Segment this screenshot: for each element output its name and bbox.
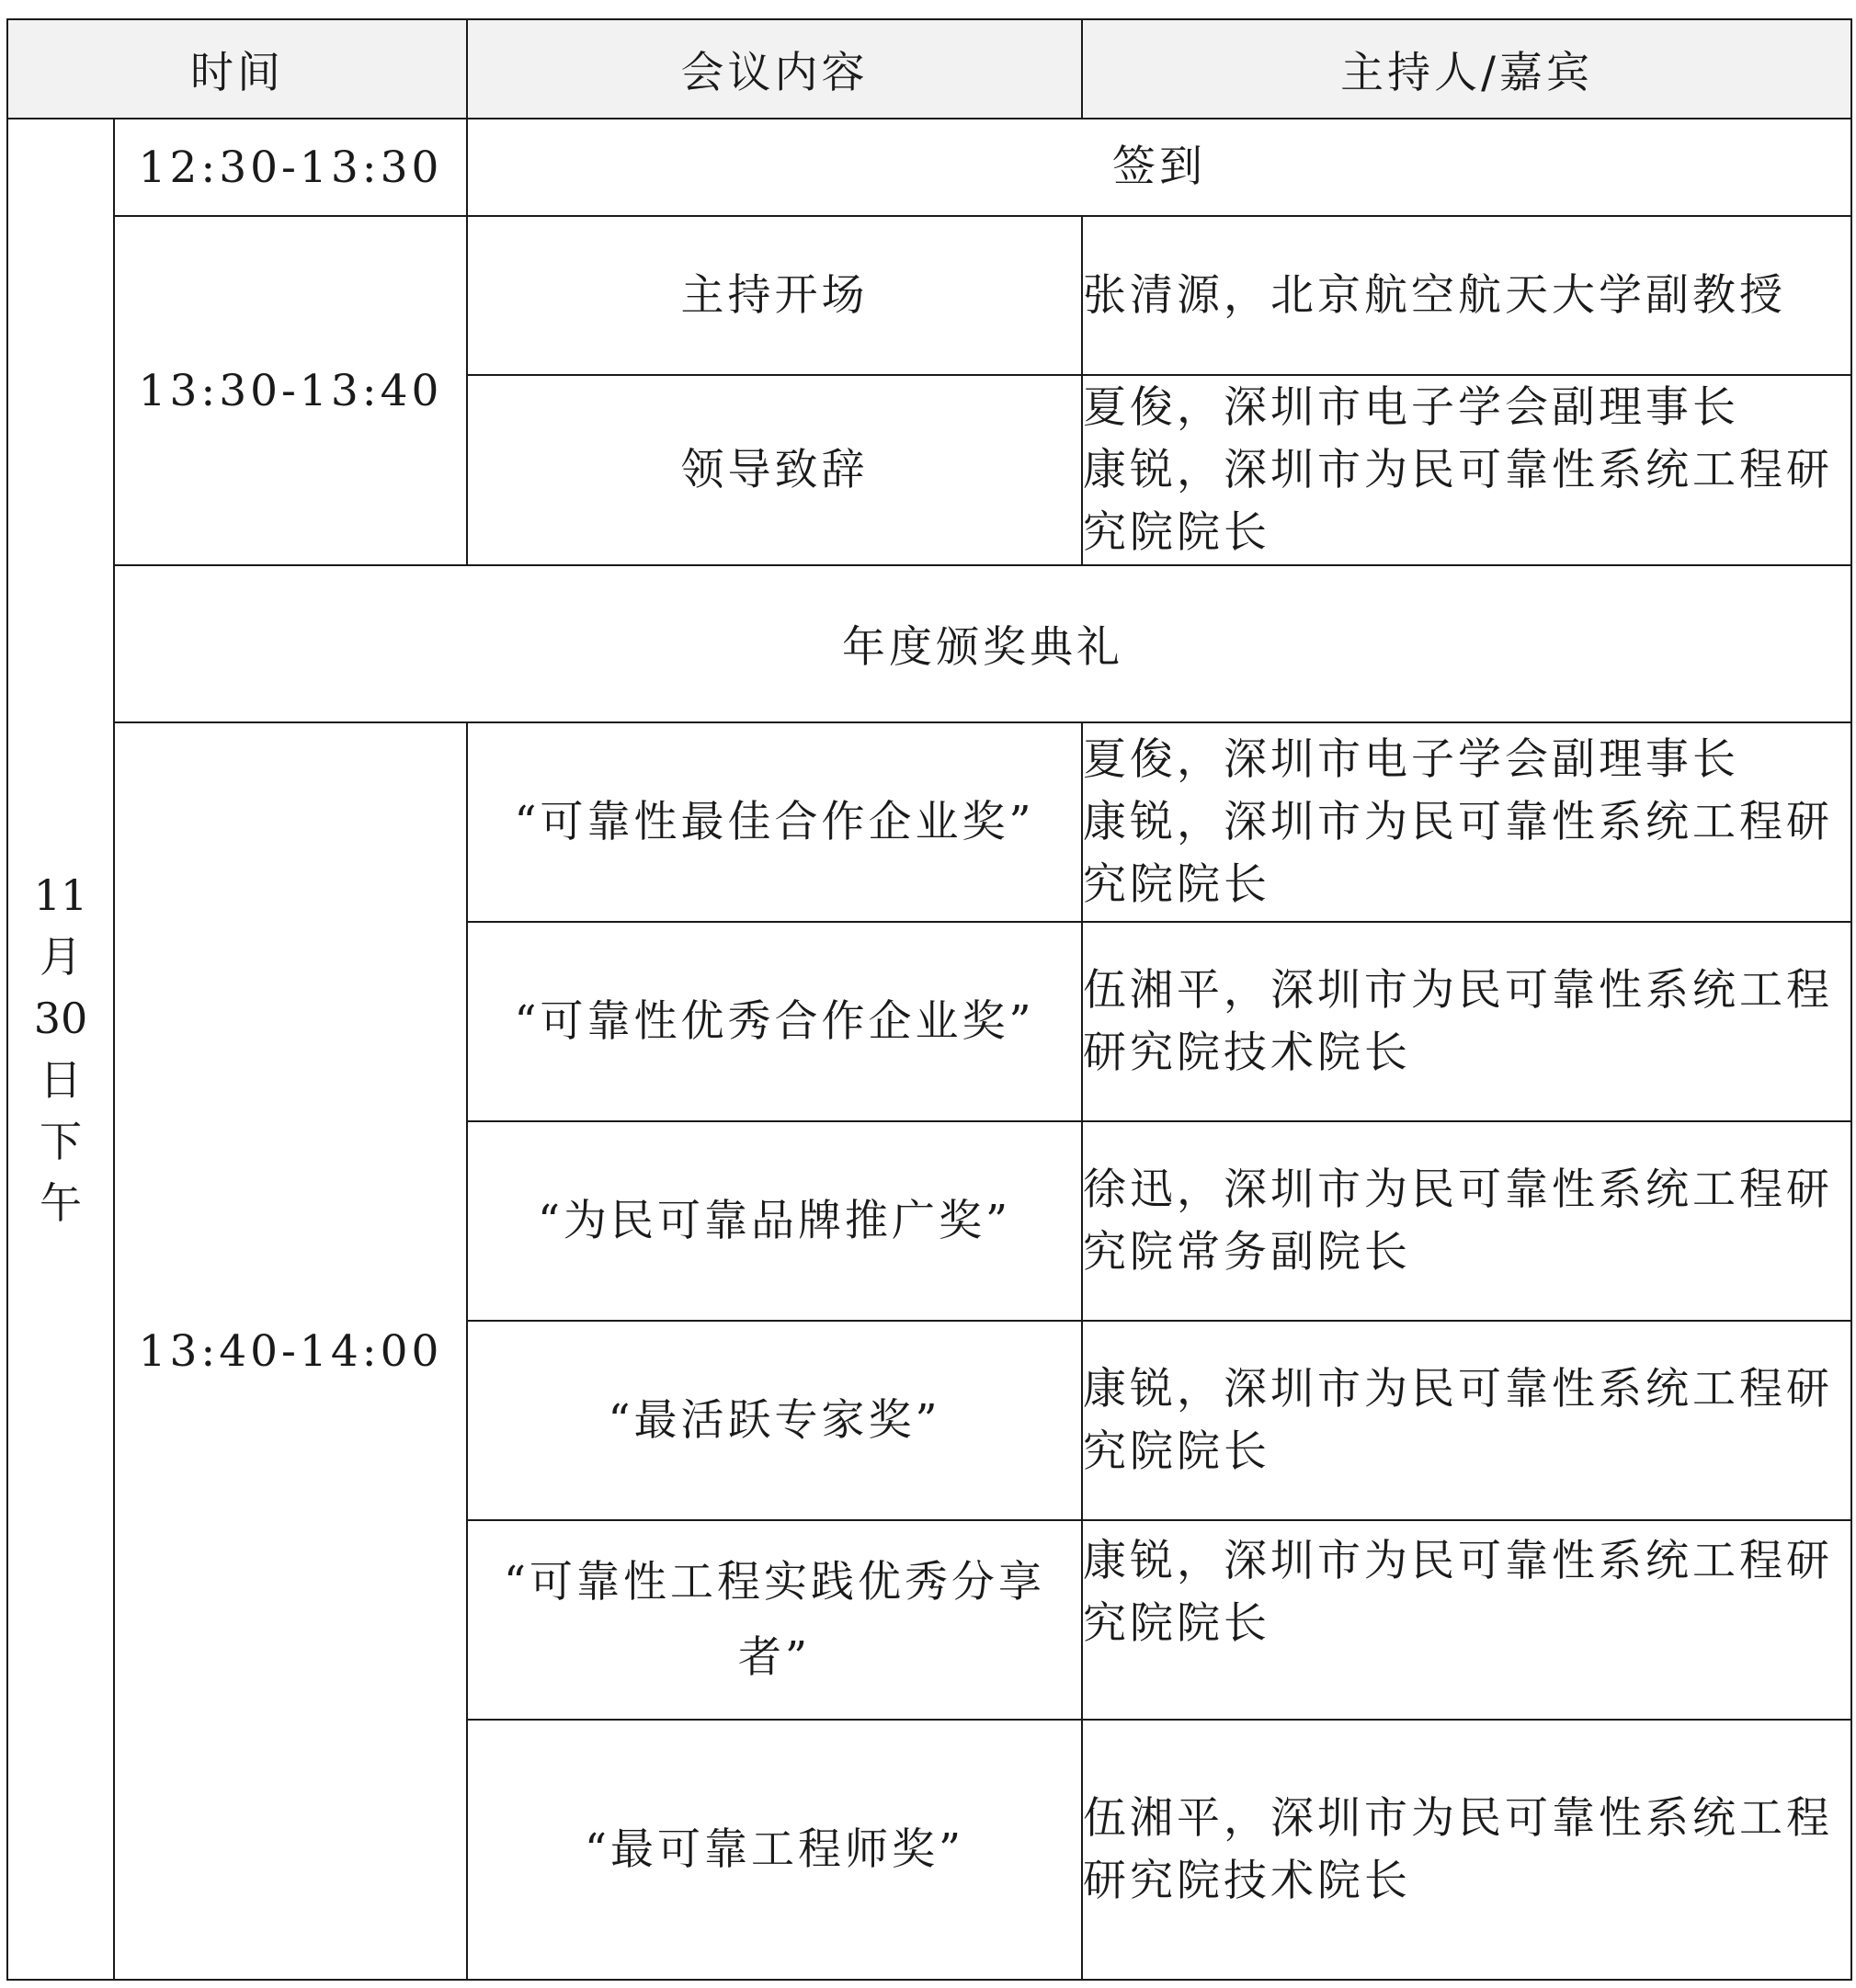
section-title: 年度颁奖典礼 [114,565,1851,722]
agenda-table [6,18,1852,1981]
table-row-opening [7,216,1851,375]
date-part: 30 [33,993,88,1043]
content-cell: “最活跃专家奖” [467,1321,1082,1520]
host-cell [1082,1520,1851,1720]
header-row [7,19,1851,119]
host-line: 研究院技术院长 [1083,1027,1411,1078]
content-cell [467,1520,1082,1720]
date-part: 11 [33,869,88,920]
content-cell: “最可靠工程师奖” [467,1720,1082,1980]
date-part: 日 [40,1054,82,1105]
host-cell [1082,1121,1851,1321]
host-line: 究院院长 [1083,1598,1270,1649]
content-cell: 主持开场 [467,216,1082,375]
header-time: 时间 [7,19,467,119]
time-cell: 13:40-14:00 [114,722,467,1980]
host-line: 究院院长 [1083,858,1270,910]
host-cell [1082,375,1851,565]
host-line: 究院院长 [1083,1426,1270,1477]
host-cell [1082,1720,1851,1980]
date-cell [7,119,114,1980]
host-line: 夏俊，深圳市电子学会副理事长 [1083,381,1739,433]
content-cell: “可靠性优秀合作企业奖” [467,922,1082,1121]
host-cell [1082,722,1851,922]
host-line: 康锐，深圳市为民可靠性系统工程研 [1083,1536,1833,1586]
content-cell: 领导致辞 [467,375,1082,565]
date-part: 下 [40,1116,82,1166]
host-line: 康锐，深圳市为民可靠性系统工程研 [1083,796,1833,847]
content-cell: “可靠性最佳合作企业奖” [467,722,1082,922]
host-line: 康锐，深圳市为民可靠性系统工程研 [1083,1363,1833,1414]
table-row-section [7,565,1851,722]
header-content: 会议内容 [467,19,1082,119]
host-line: 徐迅，深圳市为民可靠性系统工程研 [1083,1164,1833,1215]
host-line: 夏俊，深圳市电子学会副理事长 [1083,733,1739,785]
host-line: 伍湘平，深圳市为民可靠性系统工程 [1083,964,1833,1016]
host-line: 究院常务副院长 [1083,1226,1411,1278]
host-cell: 张清源，北京航空航天大学副教授 [1082,216,1851,375]
content-line: “可靠性工程实践优秀分享 [503,1556,1046,1607]
host-line: 康锐，深圳市为民可靠性系统工程研 [1083,444,1833,495]
host-line: 研究院技术院长 [1083,1855,1411,1906]
header-host: 主持人/嘉宾 [1082,19,1851,119]
time-cell: 12:30-13:30 [114,119,467,216]
host-cell [1082,922,1851,1121]
date-part: 月 [40,931,82,982]
host-line: 伍湘平，深圳市为民可靠性系统工程 [1083,1792,1833,1844]
date-label [8,865,113,1234]
content-cell: 签到 [467,119,1851,216]
date-part: 午 [40,1177,82,1228]
content-line: 者” [737,1631,812,1683]
host-cell [1082,1321,1851,1520]
host-line: 究院院长 [1083,506,1270,558]
content-cell: “为民可靠品牌推广奖” [467,1121,1082,1321]
time-cell: 13:30-13:40 [114,216,467,565]
table-row-checkin [7,119,1851,216]
table-row-award [7,722,1851,922]
